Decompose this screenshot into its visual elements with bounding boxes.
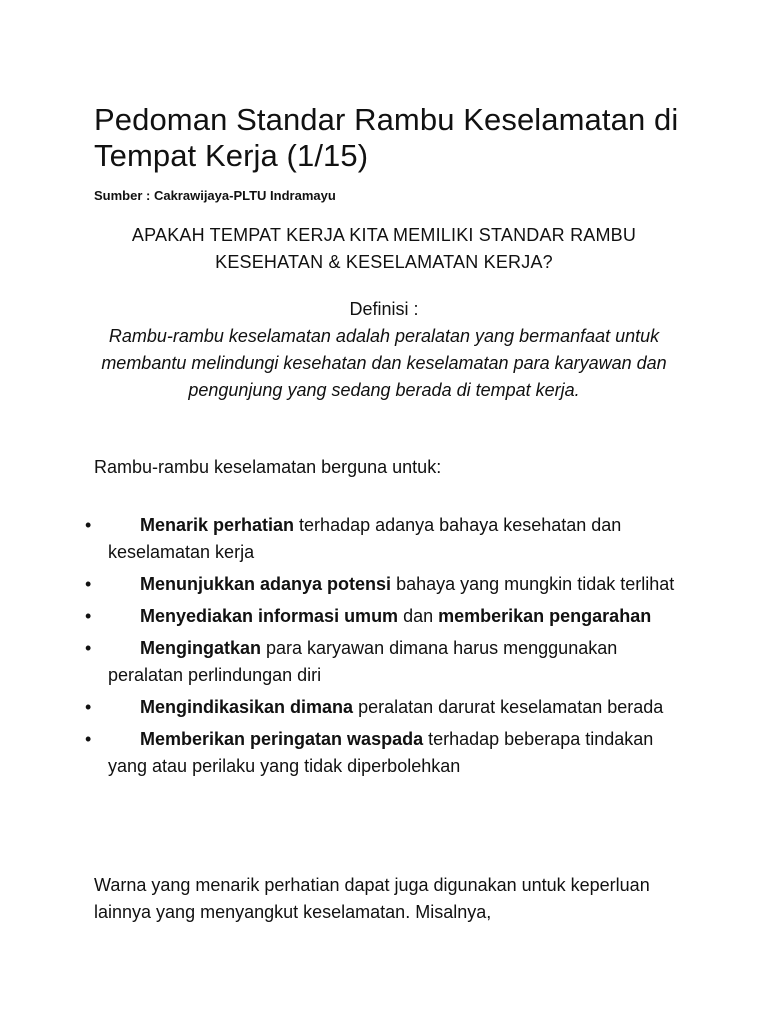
bullet-bold-text: Menarik perhatian (140, 515, 295, 535)
section-question: APAKAH TEMPAT KERJA KITA MEMILIKI STANDAR RAMBU KESEHATAN & KESELAMATAN KERJA? (131, 225, 637, 272)
list-item (0, 512, 768, 566)
bullet-text: terhadap adanya bahaya kesehatan dan keselamatan kerja (108, 515, 622, 562)
bullet-icon: • (85, 515, 92, 535)
definition-label: Definisi : (349, 299, 419, 319)
bullet-icon: • (85, 729, 92, 749)
bullet-icon: • (85, 574, 92, 594)
definition-text: Rambu-rambu keselamatan adalah peralatan yang bermanfaat untuk membantu melindungi kesehatan dan keselamatan para karyawan dan pengunjung yang sedang berada di tempat kerja. (101, 326, 667, 400)
bullet-text: dan (398, 606, 439, 626)
bullet-bold-text: Menunjukkan adanya potensi (140, 574, 392, 594)
bullet-icon: • (85, 606, 92, 626)
bullet-list (0, 512, 768, 785)
bullet-text: peralatan darurat keselamatan berada (353, 697, 664, 717)
list-item (0, 726, 768, 780)
bullet-intro: Rambu-rambu keselamatan berguna untuk: (94, 457, 442, 477)
list-item (0, 635, 768, 689)
bullet-bold-text: Mengindikasikan dimana (140, 697, 354, 717)
bullet-icon: • (85, 638, 92, 658)
bullet-text: bahaya yang mungkin tidak terlihat (391, 574, 675, 594)
list-item (0, 571, 768, 598)
list-item (0, 603, 768, 630)
bullet-bold-text: Mengingatkan (140, 638, 262, 658)
bullet-icon: • (85, 697, 92, 717)
bullet-bold-text: Menyediakan informasi umum (140, 606, 399, 626)
closing-paragraph: Warna yang menarik perhatian dapat juga digunakan untuk keperluan lainnya yang menyangkut keselamatan. Misalnya, (94, 875, 650, 922)
list-item (0, 694, 768, 721)
document-title: Pedoman Standar Rambu Keselamatan di Tempat Kerja (1/15) (94, 102, 679, 173)
bullet-bold-text: Memberikan peringatan waspada (140, 729, 424, 749)
bullet-bold-text-2: memberikan pengarahan (438, 606, 652, 626)
bullet-text: terhadap beberapa tindakan yang atau perilaku yang tidak diperbolehkan (108, 729, 654, 776)
source-line: Sumber : Cakrawijaya-PLTU Indramayu (94, 188, 336, 203)
bullet-text: para karyawan dimana harus menggunakan peralatan perlindungan diri (108, 638, 618, 685)
